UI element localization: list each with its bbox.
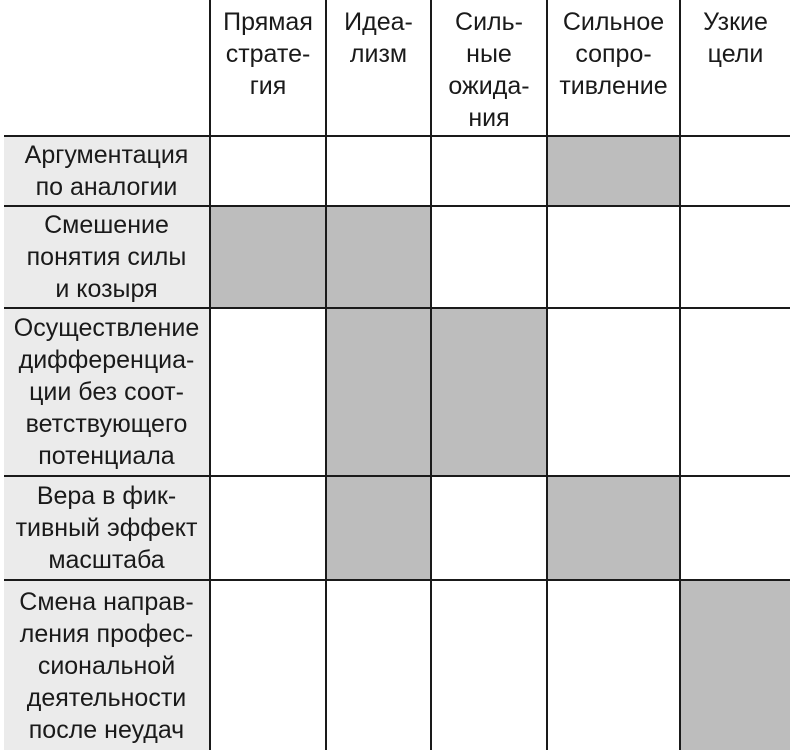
column-header-line: Сильное: [562, 8, 665, 36]
row-label-line: и козыря: [55, 275, 158, 303]
matrix-cell: [547, 580, 680, 750]
row-label-line: Смена направ-: [19, 587, 194, 616]
matrix-cell: [210, 308, 326, 476]
column-header-line: тивление: [559, 72, 668, 100]
row-label-line: Осуществление: [13, 314, 200, 342]
corner-cell: [4, 0, 210, 136]
matrix-cell: [680, 308, 790, 476]
row-label-line: по аналогии: [35, 173, 178, 201]
matrix-cell: [680, 580, 790, 750]
column-header-line: Узкие: [703, 8, 768, 36]
matrix-cell: [326, 308, 431, 476]
matrix-cell: [431, 476, 547, 580]
column-header-line: ные: [466, 40, 512, 68]
table-row: [4, 308, 790, 476]
column-header-line: Силь-: [455, 8, 523, 36]
row-label-power-trump: [4, 206, 210, 308]
row-label-line: Вера в фик-: [36, 482, 177, 510]
matrix-cell: [431, 206, 547, 308]
matrix-cell: [431, 308, 547, 476]
column-header-idealism: [326, 0, 431, 136]
column-header-line: Идеа-: [344, 8, 413, 36]
row-label-differentiation: [4, 308, 210, 476]
header-row: [4, 0, 790, 136]
table-row: [4, 206, 790, 308]
column-header-narrow-goals: [680, 0, 790, 136]
matrix-cell: [547, 476, 680, 580]
matrix-cell: [210, 206, 326, 308]
matrix-cell: [210, 476, 326, 580]
column-header-line: страте-: [225, 40, 311, 68]
row-label-line: Смешение: [44, 211, 169, 239]
column-header-line: лизм: [349, 40, 408, 68]
row-label-line: ления профес-: [19, 619, 194, 648]
column-header-line: сопро-: [575, 40, 652, 68]
matrix-cell: [680, 476, 790, 580]
row-label-line: деятельности: [26, 683, 187, 712]
column-header-strong-resistance: [547, 0, 680, 136]
row-label-line: дифференциа-: [18, 346, 195, 374]
row-label-scale-effect: [4, 476, 210, 580]
matrix-cell: [547, 136, 680, 206]
matrix-cell: [680, 136, 790, 206]
row-label-line: тивный эффект: [15, 514, 198, 542]
row-label-direction-change: [4, 580, 210, 750]
row-label-analogy: [4, 136, 210, 206]
column-header-line: цели: [707, 40, 764, 68]
matrix-cell: [547, 206, 680, 308]
matrix-cell: [431, 580, 547, 750]
matrix-cell: [547, 308, 680, 476]
matrix-cell: [210, 580, 326, 750]
column-header-strong-expectations: [431, 0, 547, 136]
row-label-line: потенциала: [38, 442, 175, 470]
matrix-cell: [326, 476, 431, 580]
matrix-cell: [326, 580, 431, 750]
row-label-line: масштаба: [48, 546, 165, 574]
row-label-line: Аргументация: [24, 141, 189, 169]
strategy-error-matrix: [4, 0, 790, 750]
row-label-line: ветствующего: [25, 410, 188, 438]
row-label-line: после неудач: [28, 715, 185, 744]
matrix-cell: [326, 136, 431, 206]
row-label-line: сиональной: [37, 651, 176, 680]
column-header-line: Прямая: [223, 8, 313, 36]
row-label-line: ции без соот-: [29, 378, 184, 406]
row-label-line: понятия силы: [26, 243, 187, 271]
table-row: [4, 476, 790, 580]
table-row: [4, 136, 790, 206]
matrix-cell: [431, 136, 547, 206]
matrix-cell: [326, 206, 431, 308]
column-header-direct-strategy: [210, 0, 326, 136]
column-header-line: ния: [468, 104, 510, 132]
column-header-line: ожида-: [448, 72, 530, 100]
matrix-cell: [210, 136, 326, 206]
table-row: [4, 580, 790, 750]
matrix-cell: [680, 206, 790, 308]
column-header-line: гия: [249, 72, 287, 100]
